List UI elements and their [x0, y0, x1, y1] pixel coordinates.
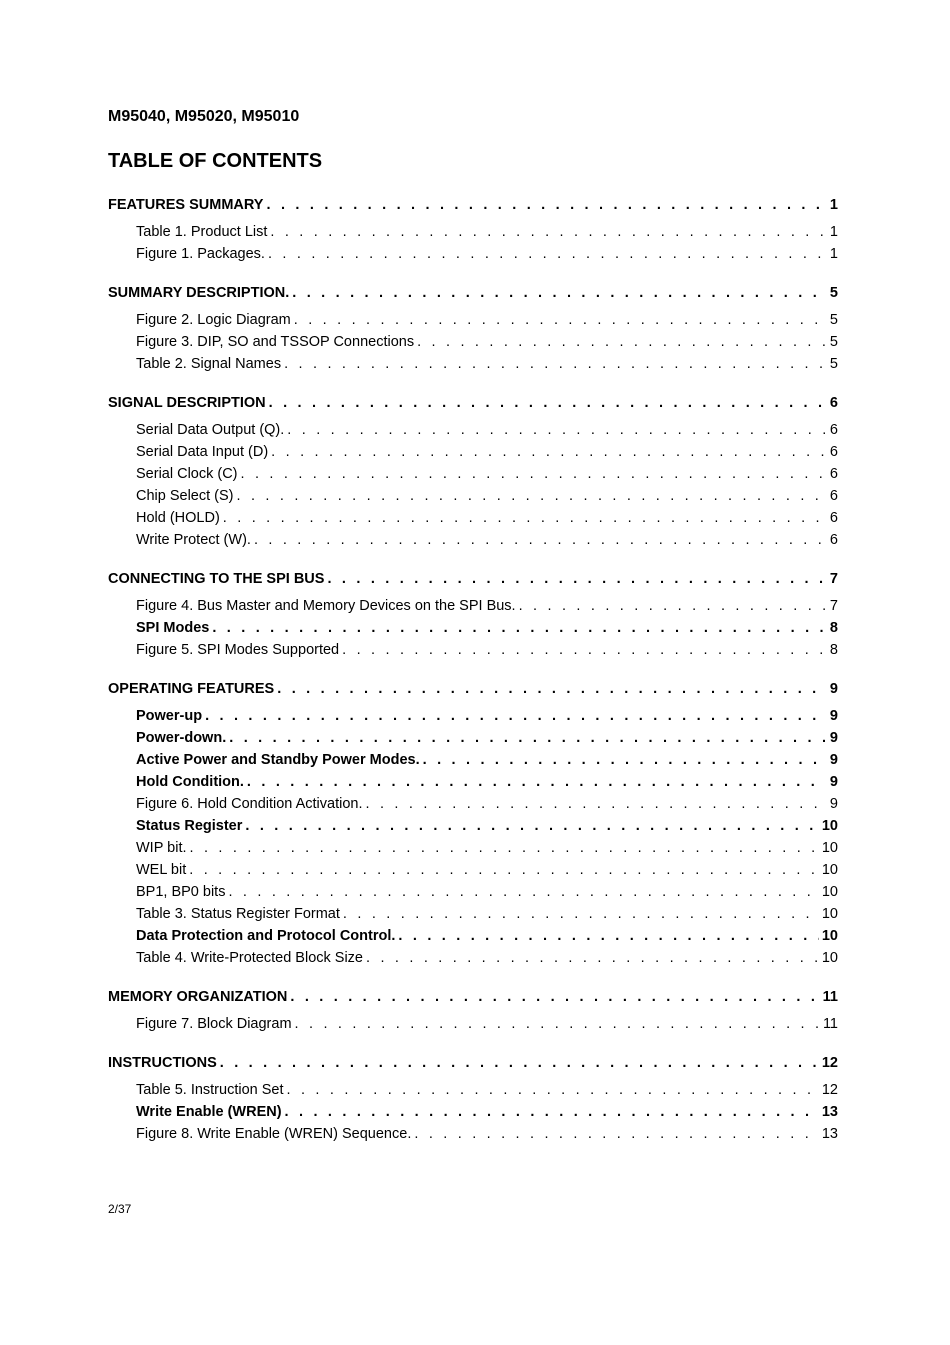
leader-dots: [254, 529, 825, 551]
toc-section-entry[interactable]: [108, 283, 838, 303]
toc-entry[interactable]: [108, 1123, 838, 1145]
toc-entry-page: 6: [829, 395, 838, 411]
toc-entry-label: Figure 5. SPI Modes Supported: [136, 642, 340, 658]
leader-dots: [241, 463, 825, 485]
page-number: 2/37: [108, 1202, 132, 1216]
toc-section: [108, 393, 838, 551]
toc-entry[interactable]: [108, 793, 838, 815]
toc-entry-page: 10: [821, 950, 838, 966]
toc-entry-page: 7: [829, 598, 838, 614]
toc-entry-label: Figure 1. Packages.: [136, 246, 265, 262]
toc-entry[interactable]: [108, 727, 838, 749]
toc-section-entry[interactable]: [108, 393, 838, 413]
toc-entry-page: 5: [829, 334, 838, 350]
toc-entry-page: 9: [829, 681, 838, 697]
toc-section: [108, 679, 838, 969]
toc-entry-page: 5: [829, 285, 838, 301]
toc-entry-label: Table 3. Status Register Format: [136, 906, 340, 922]
toc-entry[interactable]: [108, 617, 838, 639]
toc-entry-page: 7: [829, 571, 838, 587]
toc-entry-label: Serial Data Input (D): [136, 444, 269, 460]
leader-dots: [287, 419, 825, 441]
leader-dots: [342, 639, 825, 661]
toc-entry-label: Data Protection and Protocol Control.: [136, 928, 396, 944]
leader-dots: [223, 507, 825, 529]
toc-entry[interactable]: [108, 463, 838, 485]
toc-entry[interactable]: [108, 529, 838, 551]
leader-dots: [287, 1079, 819, 1101]
toc-entry[interactable]: [108, 1101, 838, 1123]
leader-dots: [205, 705, 825, 727]
toc-entry-label: Figure 8. Write Enable (WREN) Sequence.: [136, 1126, 412, 1142]
toc-section-entry[interactable]: [108, 679, 838, 699]
toc-entry-page: 1: [829, 246, 838, 262]
toc-entry[interactable]: [108, 749, 838, 771]
leader-dots: [212, 617, 825, 639]
leader-dots: [366, 793, 826, 815]
toc-entry-page: 11: [822, 1016, 838, 1032]
leader-dots: [245, 815, 818, 837]
leader-dots: [398, 925, 818, 947]
toc-entry[interactable]: [108, 353, 838, 375]
toc-entry[interactable]: [108, 947, 838, 969]
toc-entry-label: Figure 4. Bus Master and Memory Devices on the SPI Bus.: [136, 598, 516, 614]
leader-dots: [423, 749, 825, 771]
toc-entry[interactable]: [108, 243, 838, 265]
toc-entry-page: 6: [829, 444, 838, 460]
toc-entry-label: FEATURES SUMMARY: [108, 197, 264, 213]
toc-entry-page: 1: [829, 224, 838, 240]
leader-dots: [292, 283, 825, 303]
toc-entry-label: Serial Data Output (Q).: [136, 422, 285, 438]
toc-section-entry[interactable]: [108, 195, 838, 215]
toc-entry-page: 11: [822, 989, 838, 1005]
toc-entry-page: 12: [821, 1055, 838, 1071]
toc-entry-label: INSTRUCTIONS: [108, 1055, 217, 1071]
toc-entry-page: 13: [821, 1126, 838, 1142]
toc-entry-page: 5: [829, 312, 838, 328]
toc-entry-label: Figure 2. Logic Diagram: [136, 312, 291, 328]
toc-entry-page: 9: [829, 752, 838, 768]
leader-dots: [268, 243, 825, 265]
toc-section-entry[interactable]: [108, 1053, 838, 1073]
toc-entry[interactable]: [108, 925, 838, 947]
toc-section: [108, 1053, 838, 1145]
toc-entry[interactable]: [108, 903, 838, 925]
toc-entry-page: 9: [829, 796, 838, 812]
toc-entry-label: CONNECTING TO THE SPI BUS: [108, 571, 325, 587]
toc-entry[interactable]: [108, 419, 838, 441]
toc-entry-label: Table 1. Product List: [136, 224, 268, 240]
leader-dots: [189, 859, 819, 881]
toc-entry-label: BP1, BP0 bits: [136, 884, 226, 900]
toc-entry-page: 5: [829, 356, 838, 372]
leader-dots: [190, 837, 819, 859]
toc-section-entry[interactable]: [108, 569, 838, 589]
toc-entry[interactable]: [108, 1013, 838, 1035]
leader-dots: [294, 309, 825, 331]
toc-section: [108, 283, 838, 375]
toc-entry[interactable]: [108, 705, 838, 727]
toc-entry-label: WEL bit: [136, 862, 187, 878]
toc-section: [108, 195, 838, 265]
toc-entry[interactable]: [108, 881, 838, 903]
toc-entry[interactable]: [108, 507, 838, 529]
leader-dots: [229, 727, 825, 749]
toc-entry-label: Table 4. Write-Protected Block Size: [136, 950, 363, 966]
leader-dots: [290, 987, 819, 1007]
toc-entry-label: Chip Select (S): [136, 488, 234, 504]
toc-entry-label: Active Power and Standby Power Modes.: [136, 752, 420, 768]
toc-entry-label: Power-up: [136, 708, 203, 724]
toc-entry-label: SPI Modes: [136, 620, 210, 636]
toc-entry-page: 10: [821, 928, 838, 944]
leader-dots: [343, 903, 819, 925]
toc-entry-page: 10: [821, 862, 838, 878]
toc-entry-label: MEMORY ORGANIZATION: [108, 989, 288, 1005]
toc-entry[interactable]: [108, 1079, 838, 1101]
toc-entry-label: Table 5. Instruction Set: [136, 1082, 284, 1098]
leader-dots: [417, 331, 825, 353]
toc-entry-page: 6: [829, 532, 838, 548]
toc-heading: TABLE OF CONTENTS: [108, 150, 323, 172]
toc-entry-page: 10: [821, 906, 838, 922]
toc-entry[interactable]: [108, 771, 838, 793]
leader-dots: [228, 881, 818, 903]
toc-entry[interactable]: [108, 221, 838, 243]
toc-entry-label: WIP bit.: [136, 840, 187, 856]
toc-entry[interactable]: [108, 331, 838, 353]
toc-entry-page: 8: [829, 620, 838, 636]
leader-dots: [271, 441, 825, 463]
leader-dots: [269, 393, 825, 413]
toc-entry-label: Serial Clock (C): [136, 466, 238, 482]
toc-entry-page: 8: [829, 642, 838, 658]
toc-entry[interactable]: [108, 837, 838, 859]
leader-dots: [366, 947, 819, 969]
toc-entry-page: 10: [821, 818, 838, 834]
leader-dots: [266, 195, 825, 215]
toc-entry-label: Figure 6. Hold Condition Activation.: [136, 796, 363, 812]
toc-entry[interactable]: [108, 639, 838, 661]
document-header: M95040, M95020, M95010: [108, 108, 300, 125]
toc-entry[interactable]: [108, 309, 838, 331]
toc-entry-label: Status Register: [136, 818, 243, 834]
toc-entry-label: Hold (HOLD): [136, 510, 220, 526]
leader-dots: [284, 353, 825, 375]
toc-entry[interactable]: [108, 595, 838, 617]
leader-dots: [247, 771, 825, 793]
toc-entry-label: OPERATING FEATURES: [108, 681, 275, 697]
leader-dots: [237, 485, 825, 507]
leader-dots: [220, 1053, 819, 1073]
toc-entry-page: 6: [829, 510, 838, 526]
toc-entry-page: 9: [829, 730, 838, 746]
toc-entry-label: Write Enable (WREN): [136, 1104, 282, 1120]
toc-entry-label: Figure 3. DIP, SO and TSSOP Connections: [136, 334, 415, 350]
toc-entry-page: 1: [829, 197, 838, 213]
toc-section-entry[interactable]: [108, 987, 838, 1007]
toc-entry[interactable]: [108, 859, 838, 881]
leader-dots: [519, 595, 825, 617]
toc-entry-label: Figure 7. Block Diagram: [136, 1016, 292, 1032]
toc-entry-page: 13: [821, 1104, 838, 1120]
toc-entry-page: 6: [829, 466, 838, 482]
leader-dots: [327, 569, 825, 589]
toc-entry-label: Power-down.: [136, 730, 227, 746]
toc-entry-label: SUMMARY DESCRIPTION.: [108, 285, 290, 301]
toc-entry-page: 6: [829, 488, 838, 504]
toc-entry[interactable]: [108, 485, 838, 507]
toc-section: [108, 569, 838, 661]
table-of-contents: [108, 195, 838, 1163]
leader-dots: [270, 221, 825, 243]
leader-dots: [414, 1123, 819, 1145]
toc-entry[interactable]: [108, 441, 838, 463]
toc-entry-page: 9: [829, 774, 838, 790]
leader-dots: [277, 679, 825, 699]
toc-section: [108, 987, 838, 1035]
toc-entry-page: 6: [829, 422, 838, 438]
toc-entry-label: Write Protect (W).: [136, 532, 251, 548]
toc-entry-label: SIGNAL DESCRIPTION: [108, 395, 266, 411]
toc-entry-page: 9: [829, 708, 838, 724]
toc-entry-label: Table 2. Signal Names: [136, 356, 282, 372]
leader-dots: [285, 1101, 819, 1123]
toc-entry-page: 12: [821, 1082, 838, 1098]
toc-entry-page: 10: [821, 840, 838, 856]
toc-entry[interactable]: [108, 815, 838, 837]
toc-entry-label: Hold Condition.: [136, 774, 244, 790]
leader-dots: [295, 1013, 820, 1035]
toc-entry-page: 10: [821, 884, 838, 900]
